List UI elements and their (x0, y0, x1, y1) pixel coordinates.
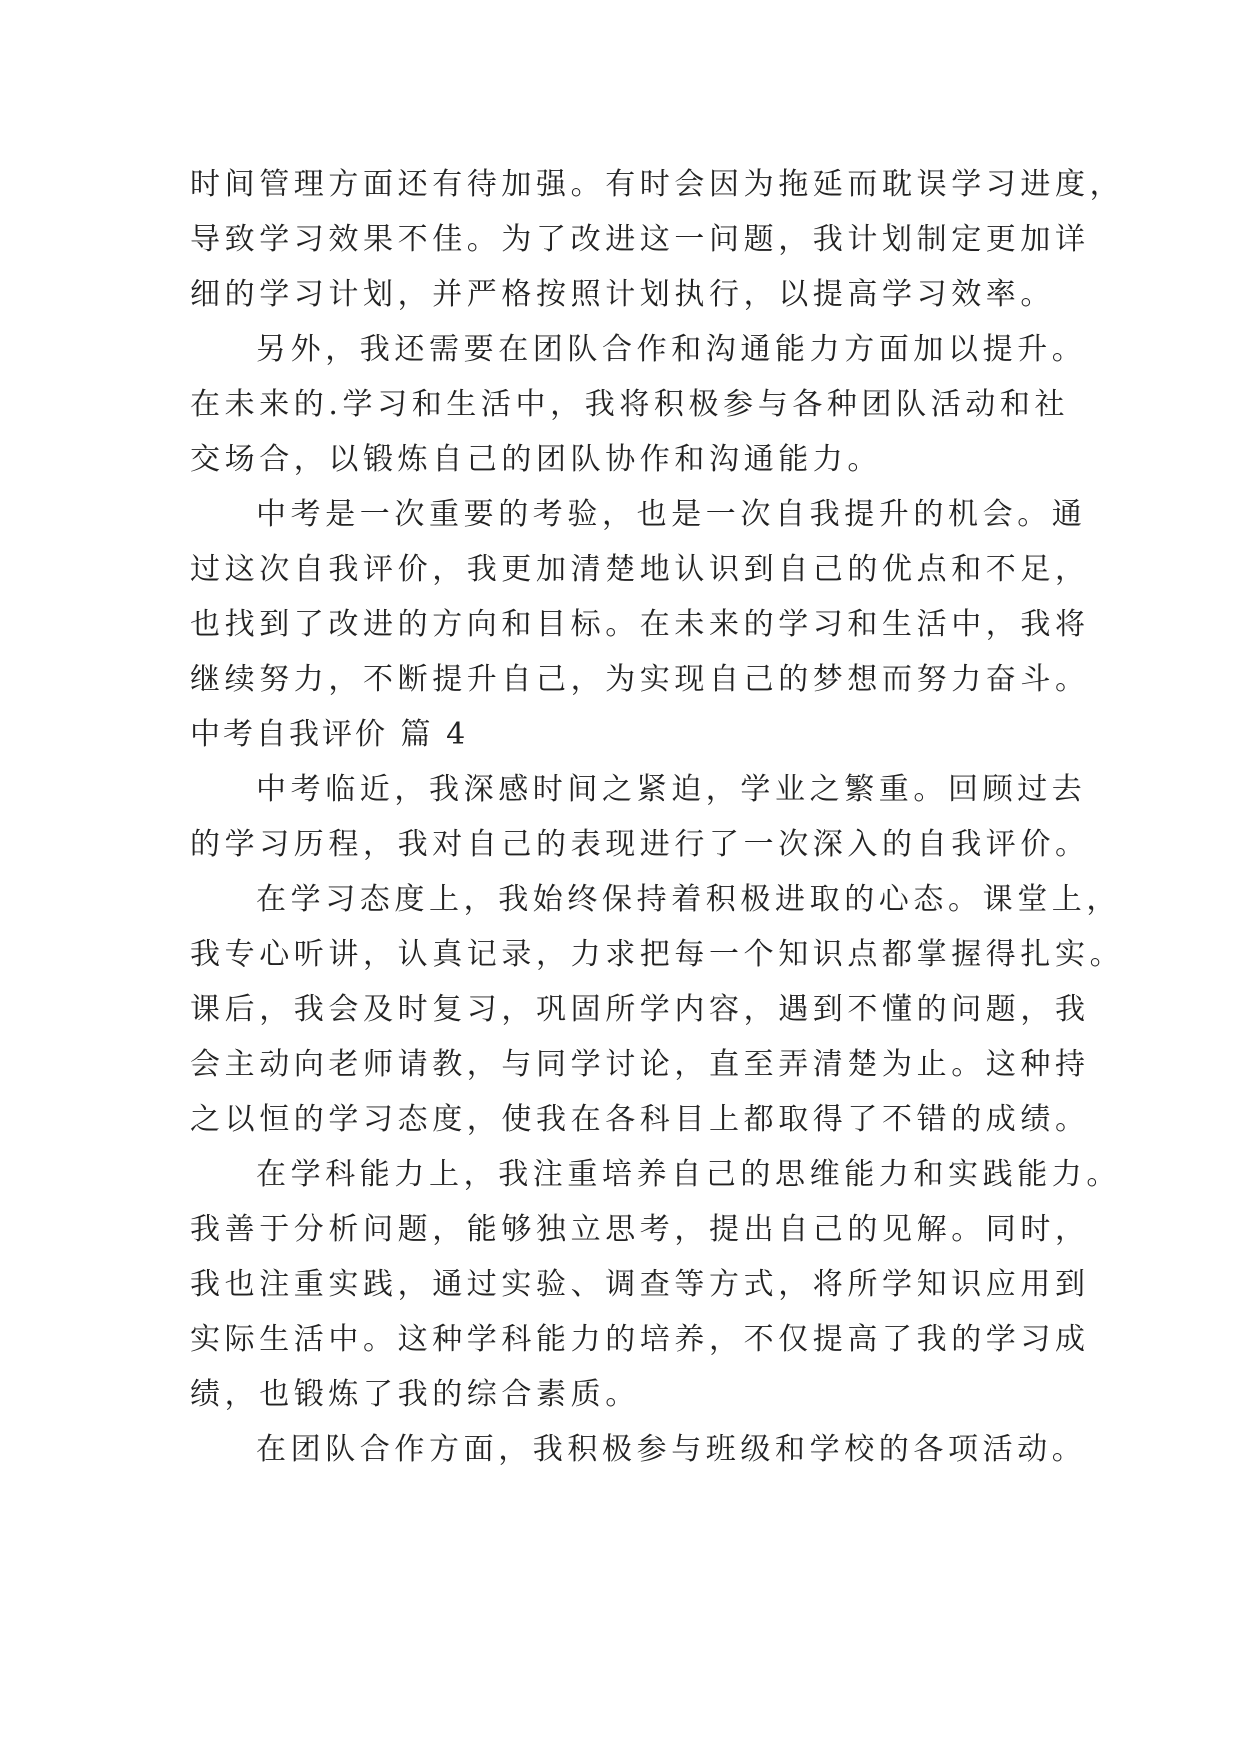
paragraph-line: 之以恒的学习态度，使我在各科目上都取得了不错的成绩。 (190, 1102, 1090, 1137)
paragraph-line: 我专心听讲，认真记录，力求把每一个知识点都掌握得扎实。 (190, 937, 1125, 972)
paragraph-line: 会主动向老师请教，与同学讨论，直至弄清楚为止。这种持 (190, 1047, 1090, 1082)
paragraph-line: 的学习历程，我对自己的表现进行了一次深入的自我评价。 (190, 827, 1090, 862)
paragraph-line: 另外，我还需要在团队合作和沟通能力方面加以提升。 (256, 332, 1087, 367)
paragraph-line: 中考是一次重要的考验，也是一次自我提升的机会。通 (256, 497, 1087, 532)
paragraph-line: 继续努力，不断提升自己，为实现自己的梦想而努力奋斗。 (190, 662, 1090, 697)
paragraph-line: 细的学习计划，并严格按照计划执行，以提高学习效率。 (190, 277, 1055, 312)
paragraph-line: 我善于分析问题，能够独立思考，提出自己的见解。同时， (190, 1212, 1090, 1247)
paragraph-line: 我也注重实践，通过实验、调查等方式，将所学知识应用到 (190, 1267, 1090, 1302)
paragraph-line: 交场合，以锻炼自己的团队协作和沟通能力。 (190, 442, 882, 477)
paragraph-line: 在未来的.学习和生活中，我将积极参与各种团队活动和社 (190, 387, 1070, 422)
document-body (190, 157, 1125, 1477)
paragraph-line: 课后，我会及时复习，巩固所学内容，遇到不懂的问题，我 (190, 992, 1090, 1027)
paragraph-line: 过这次自我评价，我更加清楚地认识到自己的优点和不足， (190, 552, 1090, 587)
section-heading: 中考自我评价 篇 4 (190, 717, 469, 752)
paragraph-line: 也找到了改进的方向和目标。在未来的学习和生活中，我将 (190, 607, 1090, 642)
paragraph-line: 在学科能力上，我注重培养自己的思维能力和实践能力。 (256, 1157, 1121, 1192)
paragraph-line: 导致学习效果不佳。为了改进这一问题，我计划制定更加详 (190, 222, 1090, 257)
paragraph-line: 在团队合作方面，我积极参与班级和学校的各项活动。 (256, 1432, 1087, 1467)
paragraph-line: 时间管理方面还有待加强。有时会因为拖延而耽误学习进度， (190, 167, 1125, 202)
paragraph-line: 在学习态度上，我始终保持着积极进取的心态。课堂上， (256, 882, 1121, 917)
paragraph-line: 绩，也锻炼了我的综合素质。 (190, 1377, 640, 1412)
paragraph-line: 中考临近，我深感时间之紧迫，学业之繁重。回顾过去 (256, 772, 1087, 807)
paragraph-line: 实际生活中。这种学科能力的培养，不仅提高了我的学习成 (190, 1322, 1090, 1357)
